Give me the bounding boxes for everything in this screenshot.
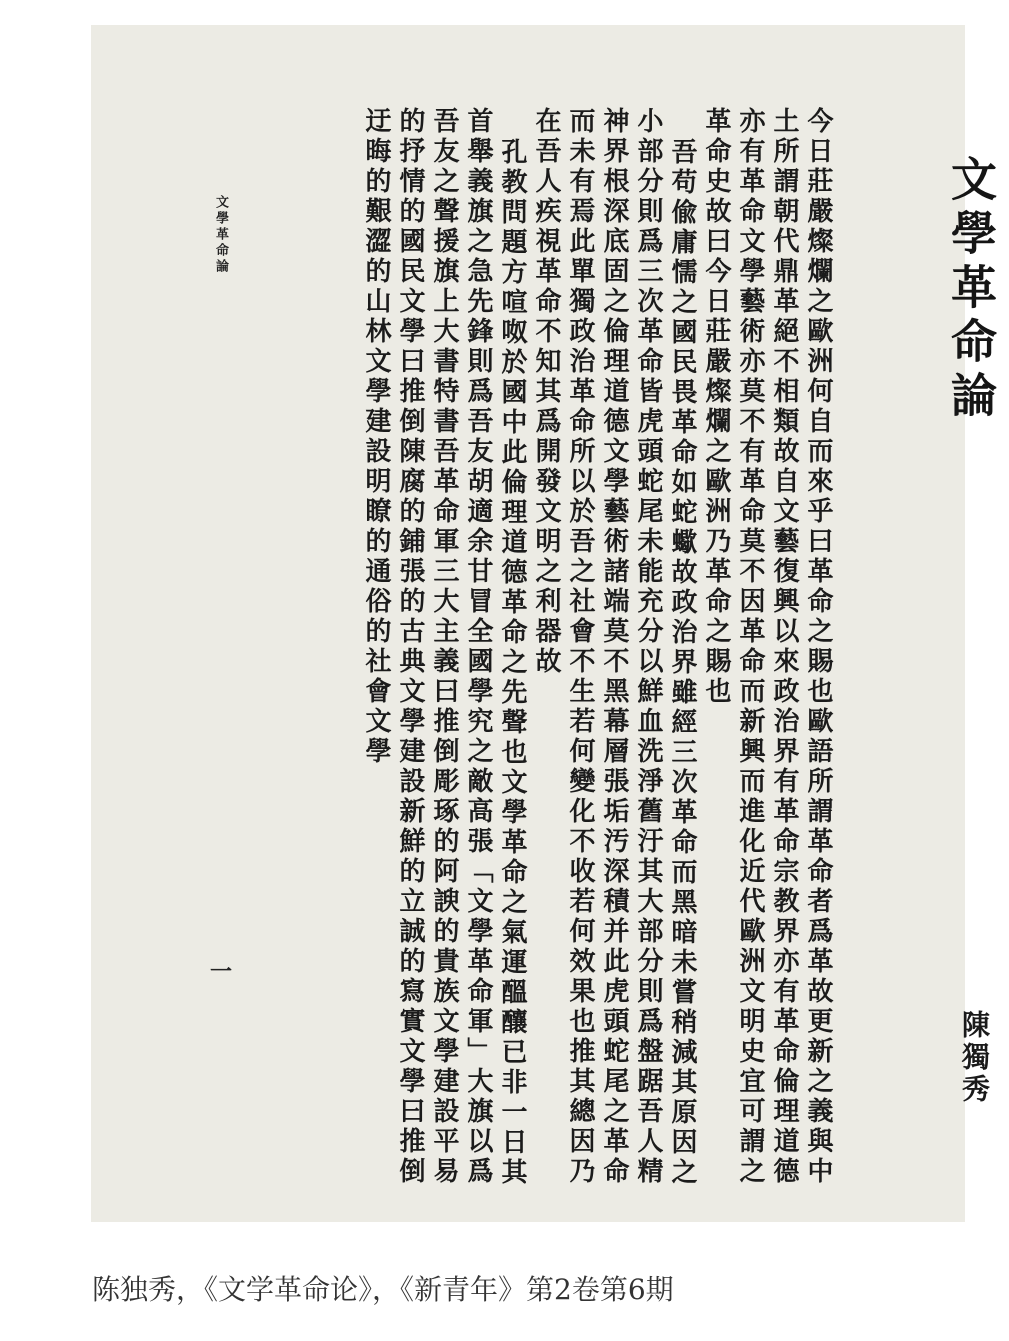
paragraph-3: 孔教問題方喧呶於國中此倫理道德革命之先聲也文學革命之氣運醞釀已非一日其首舉義旗之急先鋒則爲吾友胡適余甘冒全國學究之敵高張「文學革命軍」大旗以爲吾友之聲援旗上大書特書吾革命軍三大主義曰推倒彫琢的阿諛的貴族文學建設平易的抒情的國民文學曰推倒陳腐的鋪張的古典文學建設新鮮的立誠的寫實文學曰推倒迂晦的艱澀的山林文學建設明瞭的通俗的社會文學	[361, 107, 527, 1189]
scanned-page	[91, 25, 998, 1222]
paragraph-2: 吾苟偸庸懦之國民畏革命如蛇蠍故政治界雖經三次革命而黑暗未嘗稍減其原因之小部分則爲三次革命皆虎頭蛇尾未能充分以鮮血洗淨舊汙其大部分則爲盤踞吾人精神界根深底固之倫理道德文學藝術諸端莫不黑幕層張垢汚深積并此虎頭蛇尾之革命而未有焉此單獨政治革命所以於吾之社會不生若何變化不收若何效果也推其總因乃在吾人疾視革命不知其爲開發文明之利器故	[531, 107, 697, 1189]
paragraph-1: 今日莊嚴燦爛之歐洲何自而來乎曰革命之賜也歐語所謂革命者爲革故更新之義與中土所謂朝代鼎革絕不相類故自文藝復興以來政治界有革命宗教界亦有革命倫理道德亦有革命文學藝術亦莫不有革命莫不因革命而新興而進化近代歐洲文明史宜可謂之革命史故曰今日莊嚴燦爛之歐洲乃革命之賜也	[701, 107, 833, 1187]
page-number: 一	[209, 959, 232, 985]
article-author: 陳獨秀	[958, 1010, 991, 1106]
image-caption: 陈独秀，《文学革命论》，《新青年》第2卷第6期	[92, 1273, 674, 1306]
article-body	[359, 107, 835, 1197]
article-title: 文學革命論	[944, 155, 998, 425]
running-head: 文學革命論	[213, 195, 228, 275]
